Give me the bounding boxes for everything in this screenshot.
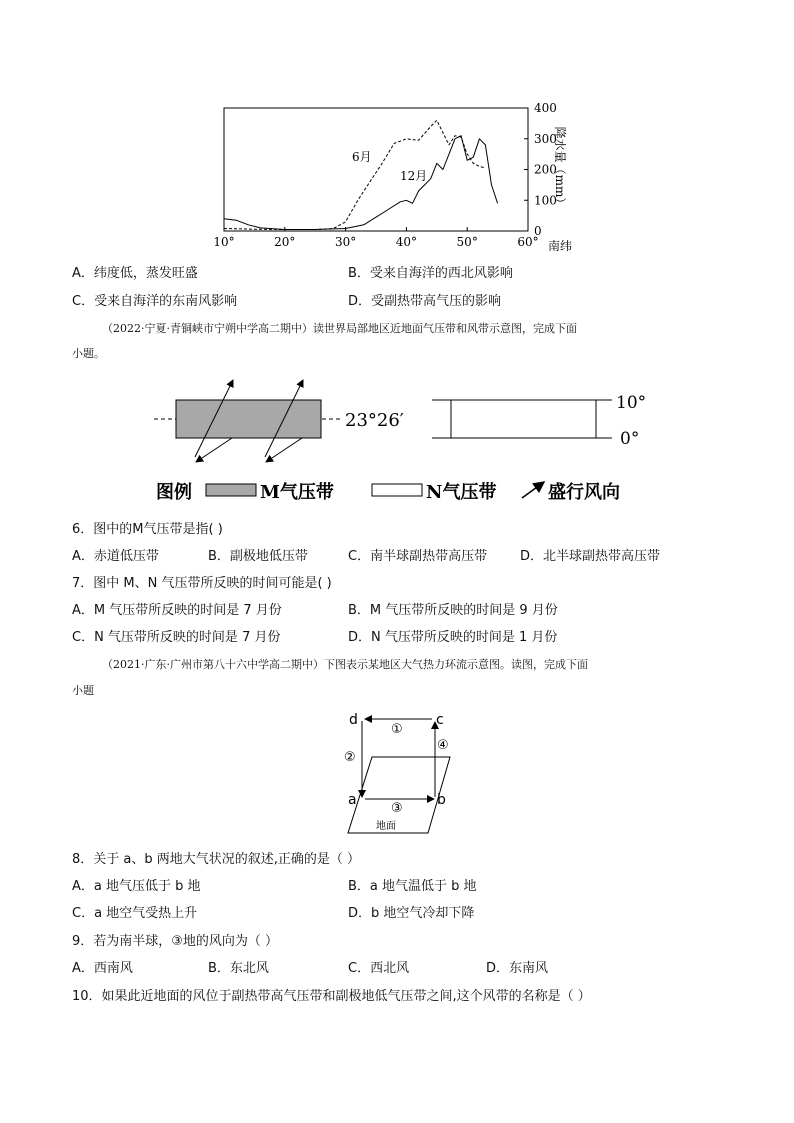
q7-option-d: D．N 气压带所反映的时间是 1 月份 [348, 630, 558, 645]
q5-option-c: C．受来自海洋的东南风影响 [72, 294, 238, 309]
circle-2-label: ② [344, 750, 356, 765]
q7-option-c: C．N 气压带所反映的时间是 7 月份 [72, 630, 281, 645]
q6-option-b: B．副极地低压带 [208, 549, 308, 564]
y-tick-label: 0 [534, 224, 542, 238]
x-tick-label: 40° [395, 235, 418, 249]
x-tick-label: 30° [334, 235, 357, 249]
q5-option-b: B．受来自海洋的西北风影响 [348, 266, 513, 281]
q7-stem: 7．图中 M、N 气压带所反映的时间可能是( ) [72, 576, 332, 591]
legend-wind-arrow-icon [522, 482, 544, 498]
q6-option-d: D．北半球副热带高压带 [520, 549, 661, 564]
lat-0-label: 0° [620, 429, 640, 449]
chart-frame [224, 108, 528, 231]
q5-option-d: D．受副热带高气压的影响 [348, 294, 502, 309]
q8-option-b: B．a 地气温低于 b 地 [348, 879, 477, 894]
circle-1-label: ① [391, 722, 403, 737]
thermal-circulation-diagram [338, 705, 468, 840]
m-pressure-belt [176, 400, 321, 438]
wind-arrow-lower-left [196, 438, 232, 462]
legend-title: 图例 [156, 482, 192, 503]
legend-wind-label: 盛行风向 [548, 482, 620, 503]
wind-arrow-lower-right [266, 438, 302, 462]
legend-n-swatch [372, 484, 422, 496]
pressure-belt-diagram [140, 372, 660, 512]
q7-option-a: A．M 气压带所反映的时间是 7 月份 [72, 603, 282, 618]
point-a-label: a [348, 792, 357, 808]
point-c-label: c [436, 712, 444, 728]
y-axis-label: 降水量（mm） [553, 126, 567, 210]
precipitation-chart [200, 98, 600, 256]
q8-stem: 8．关于 a、b 两地大气状况的叙述,正确的是（ ） [72, 852, 361, 867]
q6-option-c: C．南半球副热带高压带 [348, 549, 488, 564]
series-line-june [224, 120, 485, 229]
intro-q8-line1: （2021·广东·广州市第八十六中学高二期中）下图表示某地区大气热力环流示意图。读图，完成下面 [102, 658, 588, 671]
legend-m-label: M气压带 [260, 482, 334, 503]
q8-option-c: C．a 地空气受热上升 [72, 906, 198, 921]
legend-n-label: N气压带 [426, 482, 497, 503]
intro-q6-line1: （2022·宁夏·青铜峡市宁朔中学高二期中）读世界局部地区近地面气压带和风带示意图，完成下面 [102, 322, 577, 335]
y-tick-label: 200 [534, 162, 557, 177]
y-tick-label: 300 [534, 131, 557, 146]
ground-label: 地面 [376, 821, 396, 832]
q9-option-a: A．西南风 [72, 961, 133, 976]
lat-10-label: 10° [616, 393, 647, 413]
lat-23-26-label: 23°26′ [345, 410, 404, 431]
q8-option-d: D．b 地空气冷却下降 [348, 906, 475, 921]
q8-option-a: A．a 地气压低于 b 地 [72, 879, 201, 894]
q7-option-b: B．M 气压带所反映的时间是 9 月份 [348, 603, 558, 618]
y-tick-label: 100 [534, 193, 557, 208]
intro-q8-line2: 小题 [72, 684, 94, 697]
intro-q6-line2: 小题。 [72, 347, 105, 360]
q9-option-b: B．东北风 [208, 961, 269, 976]
point-b-label: b [437, 792, 446, 808]
q10-stem: 10．如果此近地面的风位于副热带高气压带和副极地低气压带之间,这个风带的名称是（ ） [72, 989, 591, 1004]
q9-stem: 9．若为南半球，③地的风向为（ ） [72, 934, 279, 949]
x-tick-label: 10° [213, 235, 235, 249]
x-unit-label: 南纬 [548, 239, 573, 253]
point-d-label: d [349, 712, 358, 728]
y-tick-label: 400 [534, 101, 557, 115]
q5-option-a: A．纬度低，蒸发旺盛 [72, 266, 198, 281]
series-label-june: 6月 [352, 150, 372, 164]
series-label-december: 12月 [400, 169, 428, 183]
q6-option-a: A．赤道低压带 [72, 549, 159, 564]
q9-option-d: D．东南风 [486, 961, 549, 976]
circle-4-label: ④ [437, 738, 449, 753]
x-tick-label: 50° [456, 235, 478, 249]
x-tick-label: 60° [517, 235, 539, 249]
legend-m-swatch [206, 484, 256, 496]
q9-option-c: C．西北风 [348, 961, 410, 976]
q6-stem: 6．图中的M气压带是指( ) [72, 522, 223, 537]
x-tick-label: 20° [274, 235, 296, 249]
circle-3-label: ③ [391, 801, 403, 816]
